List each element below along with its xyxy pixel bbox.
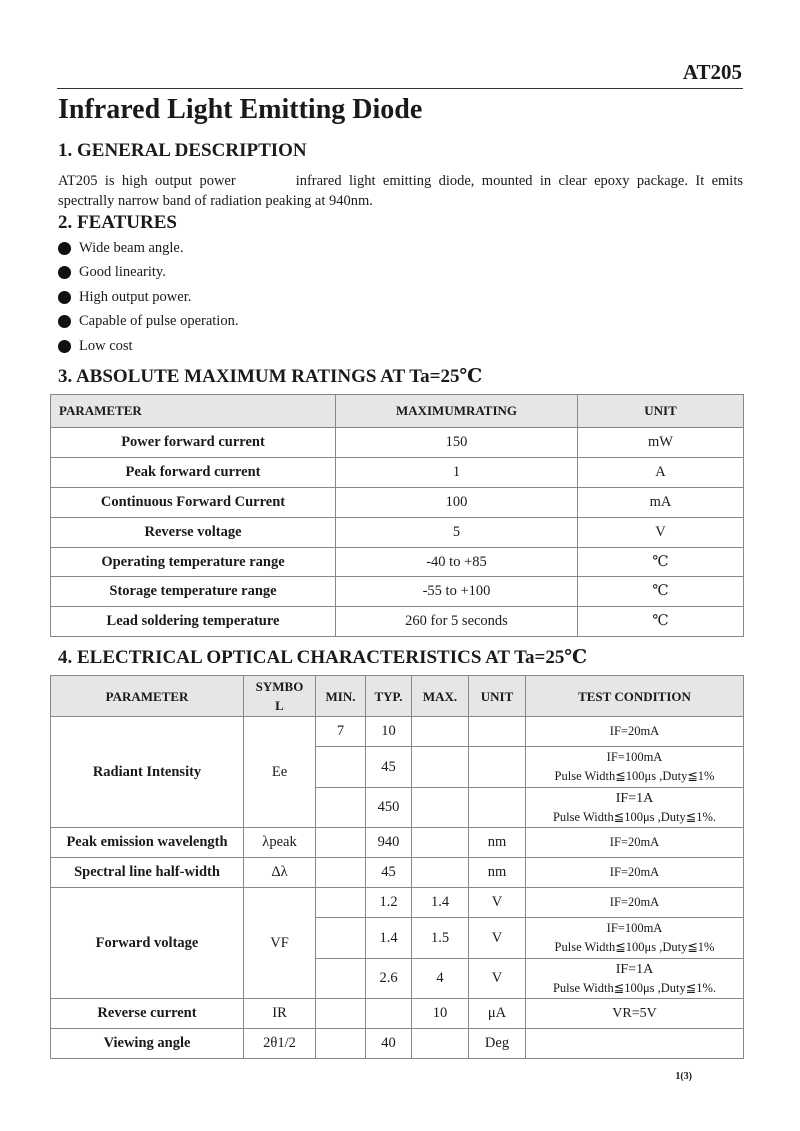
typ-cell: 450 [366, 788, 412, 828]
typ-cell: 40 [366, 1029, 412, 1059]
col-header-maximum-rating: MAXIMUMRATING [336, 395, 578, 428]
feature-item [58, 310, 238, 335]
test-condition-cell: IF=20mA [526, 717, 744, 747]
section-heading-features: 2. FEATURES [58, 212, 177, 233]
unit-cell: nm [469, 828, 526, 858]
features-list [58, 236, 238, 359]
unit-cell: V [469, 888, 526, 918]
col-header-unit: UNIT [578, 395, 744, 428]
parameter-cell: Peak forward current [51, 457, 336, 487]
parameter-cell: Continuous Forward Current [51, 487, 336, 517]
typ-cell: 2.6 [366, 959, 412, 999]
test-condition-cell: IF=20mA [526, 828, 744, 858]
col-header-parameter: PARAMETER [51, 395, 336, 428]
test-condition-cell [526, 788, 744, 828]
max-cell: 1.4 [412, 888, 469, 918]
test-condition-cell [526, 1029, 744, 1059]
part-number: AT205 [682, 60, 742, 84]
col-header-symbol [244, 676, 316, 717]
rating-cell: 260 for 5 seconds [336, 607, 578, 637]
feature-item [58, 236, 238, 261]
typ-cell: 940 [366, 828, 412, 858]
page-number: 1(3) [675, 1071, 692, 1082]
rating-cell: 1 [336, 457, 578, 487]
bullet-icon [58, 242, 71, 255]
condition-line1: IF=100mA [606, 750, 663, 764]
table-row [51, 828, 744, 858]
typ-cell [366, 999, 412, 1029]
unit-cell [469, 788, 526, 828]
parameter-cell: Reverse current [51, 999, 244, 1029]
condition-line2: Pulse Width≦100μs ,Duty≦1%. [552, 980, 717, 995]
parameter-cell: Radiant Intensity [51, 717, 244, 828]
unit-cell: Deg [469, 1029, 526, 1059]
symbol-cell: Ee [244, 717, 316, 828]
rating-cell: -40 to +85 [336, 547, 578, 577]
max-cell: 4 [412, 959, 469, 999]
col-header-parameter: PARAMETER [51, 676, 244, 717]
test-condition-cell [526, 918, 744, 959]
parameter-cell: Viewing angle [51, 1029, 244, 1059]
table-row [51, 888, 744, 918]
test-condition-cell [526, 959, 744, 999]
ratings-header-row [51, 395, 744, 428]
symbol-cell: IR [244, 999, 316, 1029]
condition-line1: IF=1A [615, 790, 654, 806]
unit-cell: μA [469, 999, 526, 1029]
table-row [51, 487, 744, 517]
condition-line1: IF=1A [615, 961, 654, 977]
feature-text: High output power. [79, 288, 192, 305]
feature-item [58, 334, 238, 359]
unit-cell: V [469, 918, 526, 959]
max-cell: 10 [412, 999, 469, 1029]
bullet-icon [58, 291, 71, 304]
general-description [58, 171, 743, 211]
parameter-cell: Forward voltage [51, 888, 244, 999]
section-heading-general: 1. GENERAL DESCRIPTION [58, 140, 307, 161]
min-cell [316, 747, 366, 788]
description-part1: AT205 is high output power [58, 173, 236, 189]
test-condition-cell: IF=20mA [526, 858, 744, 888]
col-header-typ: TYP. [366, 676, 412, 717]
unit-cell: mW [578, 428, 744, 458]
parameter-cell: Peak emission wavelength [51, 828, 244, 858]
section-heading-ratings: 3. ABSOLUTE MAXIMUM RATINGS AT Ta=25℃ [58, 366, 483, 387]
min-cell [316, 918, 366, 959]
symbol-cell: VF [244, 888, 316, 999]
symbol-header-line1: SYMBO [255, 679, 304, 694]
table-row [51, 428, 744, 458]
test-condition-cell: IF=20mA [526, 888, 744, 918]
max-cell [412, 1029, 469, 1059]
max-cell [412, 828, 469, 858]
feature-text: Wide beam angle. [79, 239, 184, 256]
rating-cell: 100 [336, 487, 578, 517]
min-cell [316, 788, 366, 828]
feature-item [58, 285, 238, 310]
unit-cell: nm [469, 858, 526, 888]
unit-cell: ℃ [578, 577, 744, 607]
typ-cell: 10 [366, 717, 412, 747]
col-header-test-condition: TEST CONDITION [526, 676, 744, 717]
min-cell [316, 959, 366, 999]
condition-line2: Pulse Width≦100μs ,Duty≦1% [554, 940, 715, 954]
table-row [51, 457, 744, 487]
document-title: Infrared Light Emitting Diode [58, 94, 423, 125]
table-row [51, 517, 744, 547]
min-cell: 7 [316, 717, 366, 747]
condition-line2: Pulse Width≦100μs ,Duty≦1% [554, 769, 715, 783]
typ-cell: 1.2 [366, 888, 412, 918]
min-cell [316, 999, 366, 1029]
typ-cell: 45 [366, 747, 412, 788]
feature-text: Capable of pulse operation. [79, 313, 239, 330]
max-cell [412, 717, 469, 747]
symbol-header-line2: L [275, 698, 284, 713]
parameter-cell: Storage temperature range [51, 577, 336, 607]
rating-cell: 150 [336, 428, 578, 458]
table-row [51, 999, 744, 1029]
test-condition-cell: VR=5V [526, 999, 744, 1029]
unit-cell: ℃ [578, 547, 744, 577]
col-header-min: MIN. [316, 676, 366, 717]
parameter-cell: Spectral line half-width [51, 858, 244, 888]
parameter-cell: Lead soldering temperature [51, 607, 336, 637]
unit-cell: ℃ [578, 607, 744, 637]
unit-cell: A [578, 457, 744, 487]
min-cell [316, 828, 366, 858]
table-row [51, 547, 744, 577]
test-condition-cell [526, 747, 744, 788]
characteristics-header-row [51, 676, 744, 717]
symbol-cell: Δλ [244, 858, 316, 888]
min-cell [316, 888, 366, 918]
max-cell [412, 858, 469, 888]
rating-cell: -55 to +100 [336, 577, 578, 607]
max-cell: 1.5 [412, 918, 469, 959]
table-row [51, 607, 744, 637]
col-header-max: MAX. [412, 676, 469, 717]
unit-cell [469, 717, 526, 747]
parameter-cell: Operating temperature range [51, 547, 336, 577]
parameter-cell: Reverse voltage [51, 517, 336, 547]
table-row [51, 577, 744, 607]
table-row [51, 858, 744, 888]
table-row [51, 1029, 744, 1059]
unit-cell [469, 747, 526, 788]
unit-cell: V [578, 517, 744, 547]
unit-cell: V [469, 959, 526, 999]
typ-cell: 45 [366, 858, 412, 888]
symbol-cell: λpeak [244, 828, 316, 858]
min-cell [316, 1029, 366, 1059]
bullet-icon [58, 340, 71, 353]
condition-line1: IF=100mA [606, 921, 663, 935]
feature-item [58, 261, 238, 286]
header-rule [57, 88, 743, 89]
max-cell [412, 747, 469, 788]
ratings-table [50, 394, 744, 637]
typ-cell: 1.4 [366, 918, 412, 959]
col-header-unit: UNIT [469, 676, 526, 717]
bullet-icon [58, 315, 71, 328]
condition-line2: Pulse Width≦100μs ,Duty≦1%. [552, 809, 717, 824]
description-part2: infrared light emitting diode, mounted in clear epoxy package. It emits spectrally narrow band of radiation peaking at 940nm. [58, 173, 743, 209]
section-heading-characteristics: 4. ELECTRICAL OPTICAL CHARACTERISTICS AT Ta=25℃ [58, 647, 588, 668]
feature-text: Good linearity. [79, 264, 166, 281]
table-row [51, 717, 744, 747]
bullet-icon [58, 266, 71, 279]
feature-text: Low cost [79, 337, 133, 354]
parameter-cell: Power forward current [51, 428, 336, 458]
rating-cell: 5 [336, 517, 578, 547]
characteristics-table [50, 675, 744, 1059]
unit-cell: mA [578, 487, 744, 517]
symbol-cell: 2θ1/2 [244, 1029, 316, 1059]
max-cell [412, 788, 469, 828]
min-cell [316, 858, 366, 888]
